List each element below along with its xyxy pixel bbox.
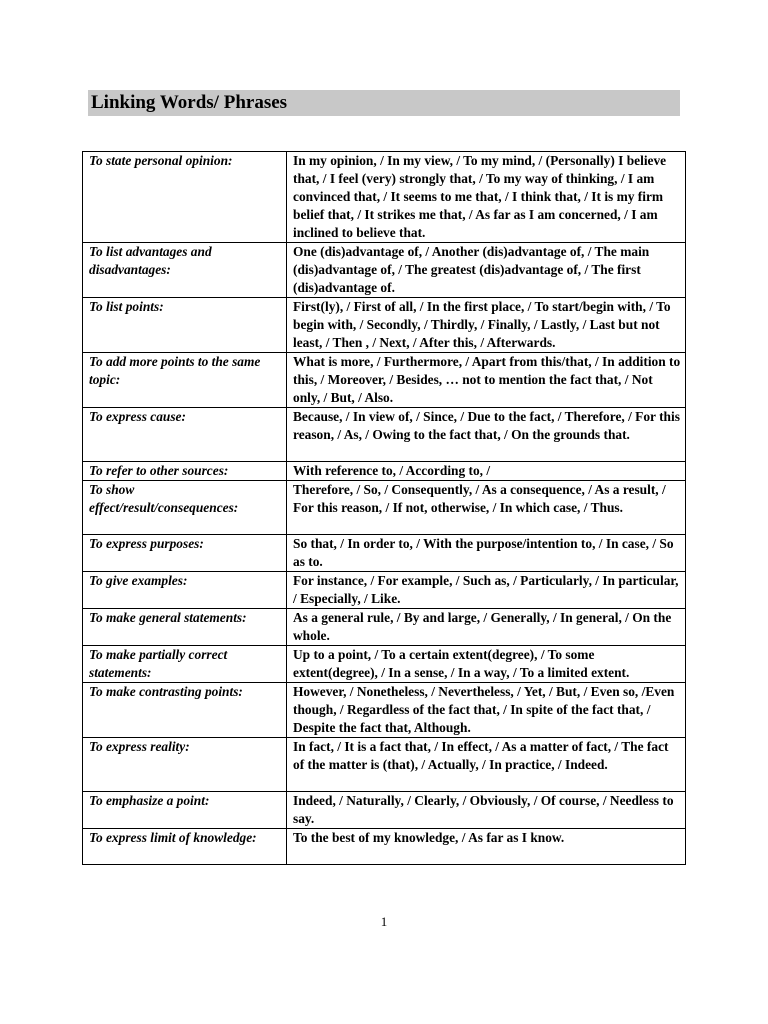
- table-row: [83, 792, 686, 829]
- row-label: To make contrasting points:: [83, 683, 287, 738]
- row-label: To make general statements:: [83, 609, 287, 646]
- table-row: [83, 481, 686, 535]
- table-row: [83, 152, 686, 243]
- table-row: [83, 646, 686, 683]
- row-label: To express cause:: [83, 408, 287, 462]
- table-row: [83, 829, 686, 865]
- page-title: Linking Words/ Phrases: [88, 90, 680, 116]
- row-phrases: For instance, / For example, / Such as, / Particularly, / In particular, / Especially, / Like.: [287, 572, 686, 609]
- row-label: To express reality:: [83, 738, 287, 792]
- row-phrases: In my opinion, / In my view, / To my mind, / (Personally) I believe that, / I feel (very) strongly that, / To my way of thinking, / I am convinced that, / It seems to me that, / I think that, / It is my firm belief that, / It strikes me that, / As far as I am concerned, / I am inclined to believe that.: [287, 152, 686, 243]
- table-row: [83, 572, 686, 609]
- table-row: [83, 462, 686, 481]
- page-number: 1: [380, 914, 388, 929]
- row-phrases: So that, / In order to, / With the purpose/intention to, / In case, / So as to.: [287, 535, 686, 572]
- table-body: [83, 152, 686, 865]
- row-phrases: However, / Nonetheless, / Nevertheless, / Yet, / But, / Even so, /Even though, / Regardless of the fact that, / In spite of the fact that, / Despite the fact that, Although.: [287, 683, 686, 738]
- linking-words-table: [82, 151, 686, 865]
- row-label: To show effect/result/consequences:: [83, 481, 287, 535]
- row-phrases: To the best of my knowledge, / As far as I know.: [287, 829, 686, 865]
- row-phrases: Therefore, / So, / Consequently, / As a consequence, / As a result, / For this reason, / If not, otherwise, / In which case, / Thus.: [287, 481, 686, 535]
- row-label: To state personal opinion:: [83, 152, 287, 243]
- row-phrases: One (dis)advantage of, / Another (dis)advantage of, / The main (dis)advantage of, / The greatest (dis)advantage of, / The first (dis)advantage of.: [287, 243, 686, 298]
- table-row: [83, 738, 686, 792]
- row-label: To emphasize a point:: [83, 792, 287, 829]
- row-label: To express limit of knowledge:: [83, 829, 287, 865]
- table-row: [83, 298, 686, 353]
- row-label: To add more points to the same topic:: [83, 353, 287, 408]
- row-phrases: With reference to, / According to, /: [287, 462, 686, 481]
- table-row: [83, 609, 686, 646]
- row-label: To give examples:: [83, 572, 287, 609]
- row-phrases: As a general rule, / By and large, / Generally, / In general, / On the whole.: [287, 609, 686, 646]
- table-row: [83, 535, 686, 572]
- row-label: To refer to other sources:: [83, 462, 287, 481]
- row-label: To make partially correct statements:: [83, 646, 287, 683]
- table-row: [83, 243, 686, 298]
- row-phrases: What is more, / Furthermore, / Apart from this/that, / In addition to this, / Moreover, / Besides, … not to mention the fact that, / Not only, / But, / Also.: [287, 353, 686, 408]
- row-phrases: Up to a point, / To a certain extent(degree), / To some extent(degree), / In a sense, / In a way, / To a limited extent.: [287, 646, 686, 683]
- row-label: To express purposes:: [83, 535, 287, 572]
- row-label: To list advantages and disadvantages:: [83, 243, 287, 298]
- table-row: [83, 353, 686, 408]
- row-phrases: First(ly), / First of all, / In the first place, / To start/begin with, / To begin with, / Secondly, / Thirdly, / Finally, / Lastly, / Last but not least, / Then , / Next, / After this, / Afterwards.: [287, 298, 686, 353]
- table-row: [83, 408, 686, 462]
- row-phrases: Indeed, / Naturally, / Clearly, / Obviously, / Of course, / Needless to say.: [287, 792, 686, 829]
- row-phrases: Because, / In view of, / Since, / Due to the fact, / Therefore, / For this reason, / As, / Owing to the fact that, / On the grounds that.: [287, 408, 686, 462]
- table-row: [83, 683, 686, 738]
- row-label: To list points:: [83, 298, 287, 353]
- row-phrases: In fact, / It is a fact that, / In effect, / As a matter of fact, / The fact of the matter is (that), / Actually, / In practice, / Indeed.: [287, 738, 686, 792]
